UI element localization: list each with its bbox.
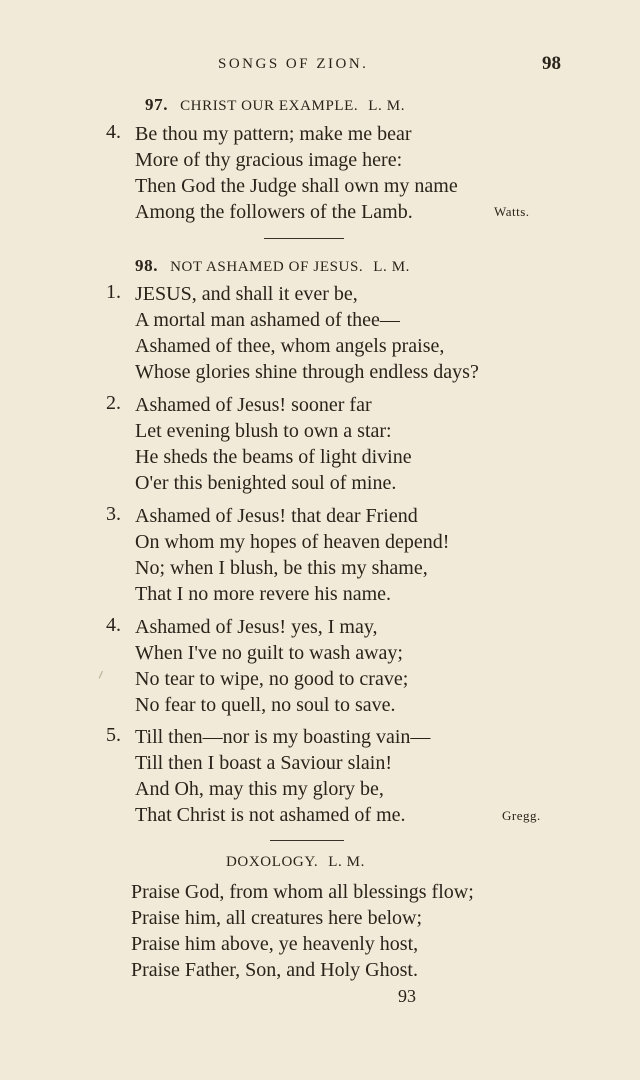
verse-line: No; when I blush, be this my shame, xyxy=(135,557,428,579)
hymn-97-heading xyxy=(145,95,405,115)
section-divider xyxy=(270,840,344,841)
page-number: 98 xyxy=(542,53,561,74)
hymn-98-heading xyxy=(135,256,410,276)
stanza-number: 2. xyxy=(106,392,121,414)
hymn-98-meter: L. M. xyxy=(373,259,411,275)
hymn-98-number: 98. xyxy=(135,256,159,275)
verse-line: Ashamed of Jesus! that dear Friend xyxy=(135,505,418,527)
hymn-97-title: CHRIST OUR EXAMPLE. xyxy=(180,98,359,114)
stanza-number: 3. xyxy=(106,503,121,525)
hymn-97-author: Watts. xyxy=(494,204,530,219)
stanza-number: 5. xyxy=(106,724,121,746)
stanza-number: 1. xyxy=(106,281,121,303)
section-divider xyxy=(264,238,344,239)
verse-line: That Christ is not ashamed of me. xyxy=(135,804,406,826)
verse-line: Ashamed of thee, whom angels praise, xyxy=(135,335,445,357)
verse-line: On whom my hopes of heaven depend! xyxy=(135,531,450,553)
verse-line: Ashamed of Jesus! yes, I may, xyxy=(135,616,378,638)
verse-line: O'er this benighted soul of mine. xyxy=(135,472,397,494)
hymn-97-number: 97. xyxy=(145,95,169,114)
verse-line: No fear to quell, no soul to save. xyxy=(135,694,396,716)
verse-line: A mortal man ashamed of thee— xyxy=(135,309,400,331)
hymn-98-author: Gregg. xyxy=(502,808,541,823)
doxology-meter: L. M. xyxy=(328,854,365,870)
stanza-number: 4. xyxy=(106,614,121,636)
verse-line: And Oh, may this my glory be, xyxy=(135,778,384,800)
doxology-heading xyxy=(226,854,365,871)
verse-line: Then God the Judge shall own my name xyxy=(135,175,458,197)
verse-line: Ashamed of Jesus! sooner far xyxy=(135,394,372,416)
verse-line: Till then—nor is my boasting vain— xyxy=(135,726,431,748)
verse-line: Be thou my pattern; make me bear xyxy=(135,123,412,145)
hymn-97-meter: L. M. xyxy=(368,98,406,114)
verse-line: No tear to wipe, no good to crave; xyxy=(135,668,409,690)
verse-line: Praise him above, ye heavenly host, xyxy=(131,933,419,955)
verse-line: That I no more revere his name. xyxy=(135,583,392,605)
verse-line: Praise God, from whom all blessings flow; xyxy=(131,881,474,903)
verse-line: More of thy gracious image here: xyxy=(135,149,403,171)
verse-line: Let evening blush to own a star: xyxy=(135,420,392,442)
verse-line: Praise him, all creatures here below; xyxy=(131,907,422,929)
verse-line: Till then I boast a Saviour slain! xyxy=(135,752,393,774)
verse-line: Among the followers of the Lamb. xyxy=(135,201,413,223)
verse-line: Whose glories shine through endless days? xyxy=(135,361,479,383)
running-head xyxy=(0,53,640,80)
stanza-number: 4. xyxy=(106,121,121,143)
doxology-title: DOXOLOGY. xyxy=(226,854,319,870)
verse-line: Praise Father, Son, and Holy Ghost. xyxy=(131,959,418,981)
hymn-98-title: NOT ASHAMED OF JESUS. xyxy=(170,259,364,275)
footer-page-number: 93 xyxy=(398,986,416,1006)
verse-line: JESUS, and shall it ever be, xyxy=(135,283,358,305)
paper-mark xyxy=(99,671,109,681)
verse-line: When I've no guilt to wash away; xyxy=(135,642,403,664)
running-title: SONGS OF ZION. xyxy=(218,56,369,72)
verse-line: He sheds the beams of light divine xyxy=(135,446,412,468)
